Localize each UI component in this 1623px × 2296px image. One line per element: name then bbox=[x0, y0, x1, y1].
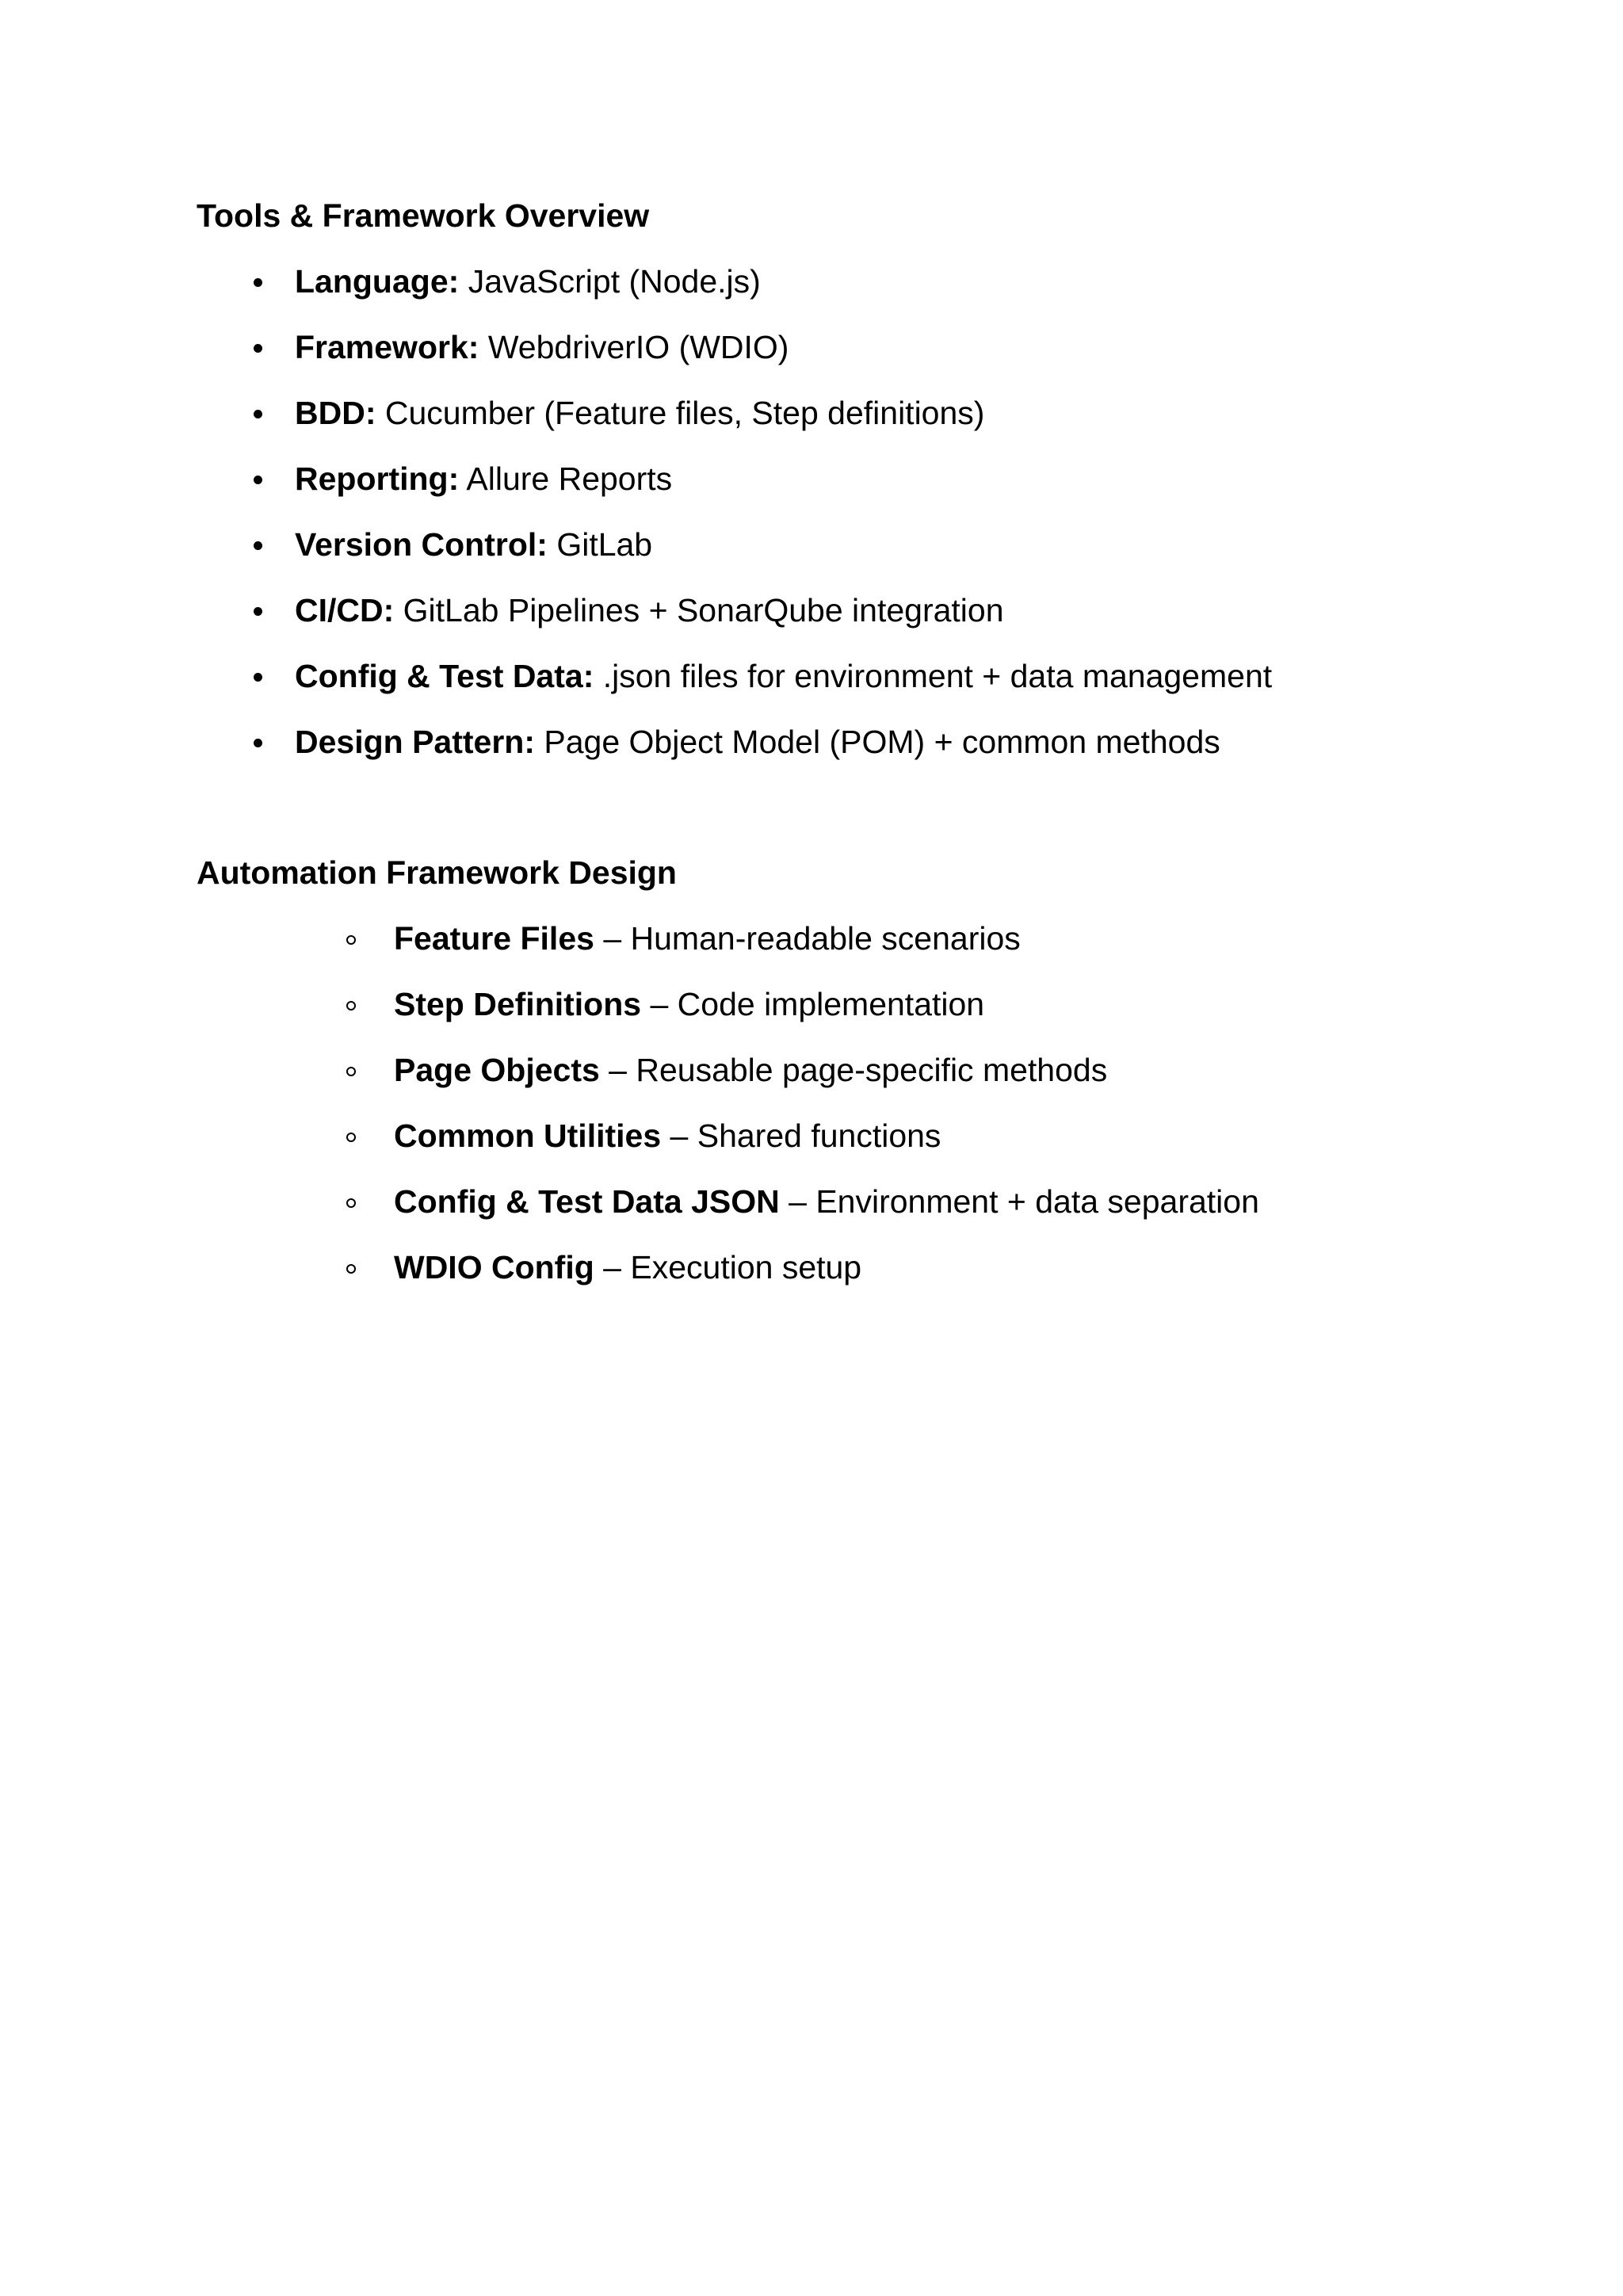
bullet-icon bbox=[254, 476, 262, 484]
item-description: JavaScript (Node.js) bbox=[459, 263, 761, 300]
item-term: CI/CD: bbox=[295, 592, 395, 628]
item-description: Allure Reports bbox=[459, 460, 673, 497]
bullet-icon bbox=[254, 673, 262, 682]
item-term: Config & Test Data: bbox=[295, 658, 594, 694]
hollow-bullet-icon bbox=[346, 1001, 356, 1010]
list-item bbox=[295, 525, 1272, 591]
item-term: Design Pattern: bbox=[295, 724, 535, 760]
item-description: Cucumber (Feature files, Step definitions) bbox=[376, 395, 985, 431]
bullet-icon bbox=[254, 278, 262, 287]
item-description: – Code implementation bbox=[641, 986, 985, 1022]
item-term: Page Objects bbox=[394, 1052, 600, 1088]
item-term: WDIO Config bbox=[394, 1249, 594, 1286]
item-term: Language: bbox=[295, 263, 460, 300]
item-term: Common Utilities bbox=[394, 1117, 662, 1154]
list-item bbox=[394, 919, 1259, 985]
hollow-bullet-icon bbox=[346, 1067, 356, 1076]
item-description: Page Object Model (POM) + common methods bbox=[535, 724, 1220, 760]
list-item bbox=[295, 460, 1272, 525]
framework-design-list bbox=[394, 919, 1259, 1314]
item-term: BDD: bbox=[295, 395, 376, 431]
bullet-icon bbox=[254, 541, 262, 550]
hollow-bullet-icon bbox=[346, 1264, 356, 1274]
bullet-icon bbox=[254, 344, 262, 353]
section-heading-framework-design: Automation Framework Design bbox=[197, 854, 677, 891]
item-term: Config & Test Data JSON bbox=[394, 1183, 780, 1220]
list-item bbox=[394, 1051, 1259, 1117]
item-term: Version Control: bbox=[295, 526, 548, 563]
item-term: Reporting: bbox=[295, 460, 460, 497]
item-term: Framework: bbox=[295, 329, 479, 365]
item-description: – Human-readable scenarios bbox=[594, 920, 1021, 957]
list-item bbox=[295, 591, 1272, 657]
item-description: GitLab Pipelines + SonarQube integration bbox=[394, 592, 1004, 628]
hollow-bullet-icon bbox=[346, 1198, 356, 1208]
list-item bbox=[295, 723, 1272, 789]
list-item bbox=[295, 262, 1272, 328]
item-description: – Reusable page-specific methods bbox=[599, 1052, 1108, 1088]
list-item bbox=[295, 657, 1272, 723]
item-description: – Environment + data separation bbox=[779, 1183, 1259, 1220]
item-description: .json files for environment + data management bbox=[594, 658, 1273, 694]
tools-list bbox=[295, 262, 1272, 789]
list-item bbox=[295, 328, 1272, 394]
item-term: Step Definitions bbox=[394, 986, 642, 1022]
item-description: – Shared functions bbox=[661, 1117, 941, 1154]
item-description: – Execution setup bbox=[594, 1249, 862, 1286]
hollow-bullet-icon bbox=[346, 1133, 356, 1142]
hollow-bullet-icon bbox=[346, 935, 356, 945]
bullet-icon bbox=[254, 607, 262, 616]
list-item bbox=[394, 985, 1259, 1051]
list-item bbox=[394, 1248, 1259, 1314]
bullet-icon bbox=[254, 739, 262, 747]
bullet-icon bbox=[254, 410, 262, 418]
list-item bbox=[295, 394, 1272, 460]
item-description: WebdriverIO (WDIO) bbox=[479, 329, 789, 365]
item-term: Feature Files bbox=[394, 920, 594, 957]
list-item bbox=[394, 1182, 1259, 1248]
list-item bbox=[394, 1117, 1259, 1182]
section-heading-tools-overview: Tools & Framework Overview bbox=[197, 197, 650, 234]
item-description: GitLab bbox=[547, 526, 653, 563]
